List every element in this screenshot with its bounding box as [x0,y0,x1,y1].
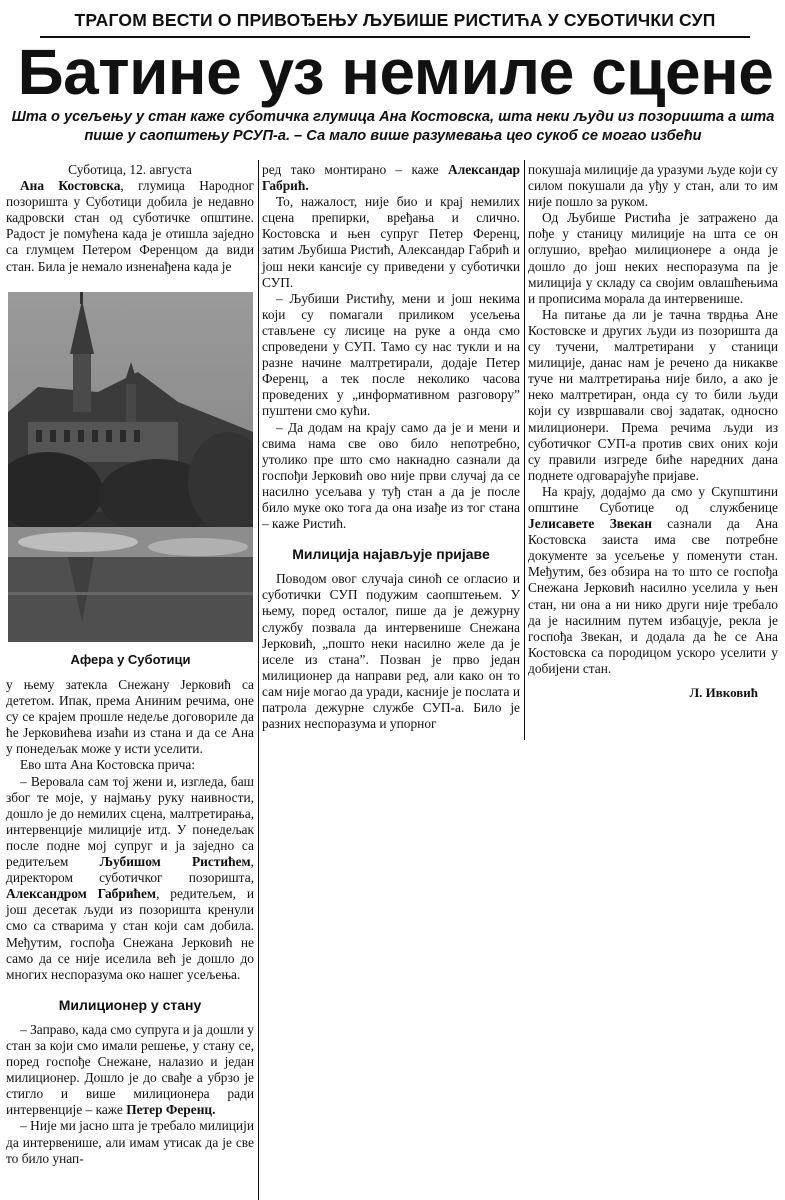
deck: Шта о усељењу у стан каже суботичка глумица Ана Костовска, шта неки људи из позоришта а шта пише у саопштењу РСУП-а. – Са мало више разумевања цео сукоб се могао избећи [11,109,775,144]
kicker: ТРАГОМ ВЕСТИ О ПРИВОЂЕЊУ ЉУБИШЕ РИСТИЋА У СУБОТИЧКИ СУП [40,6,750,38]
subheading-militioner: Милиционер у стану [58,996,202,1013]
column-3 [528,162,778,701]
dateline: Суботица, 12. августа [68,162,192,177]
paragraph: Поводом овог случаја синоћ се огласио и суботички СУП подужим саопштењем. У њему, поред осталог, пише да је дежурну службу позвала да интервенише Снежана Јерковић, „пошто неки насилно желе да је иселе из стана”. Позван је прво један милиционер да направи ред, али како он то сам није могао да уради, касније је послата и патрола дежурне службе СУП-а. Било је разних неспоразума и упорног [262,571,520,732]
paragraph: – Није ми јасно шта је требало милицији да интервенише, али имам утисак да је све то било унап- [6,1118,254,1166]
author-signature: Л. Ивковић [689,685,758,700]
paragraph: – Да додам на крају само да је и мени и свима нама све ово било непотребно, утолико пре што смо накнадно сазнали да госпођи Јерковић ово није први случај да се насилно усељава у туђ стан а да је после било муке око тога да она изађе из тог стана – каже Ристић. [262,419,520,532]
column-rule-2 [524,160,525,740]
paragraph: Од Љубише Ристића је затражено да пође у станицу милиције на шта се он оглушио, вређао милиционере а онда је дошло до још неких неспоразума па је милиција у складу са својим овлашћењима и прописима морала да интервенише. [528,210,778,306]
column-1-top [6,162,254,275]
paragraph: На питање да ли је тачна тврдња Ане Костовске и других људи из позоришта да су тучени, малтретирани у станици милиције, данас нам је речено да никакве туче ни малтретирања није било, а ако је неко малтретиран, онда су то били људи који су извршавали свој задатак, односно милиционери. Према речима људи из суботичког СУП-а против свих оних који су правили изгреде биће наредних дана поднете одговарајуће пријаве. [528,306,778,483]
paragraph: ред тако монтирано – каже Александар Габрић. [262,162,520,194]
column-rule-1 [258,160,259,1200]
paragraph: у њему затекла Снежану Јерковић са дететом. Ипак, према Аниним речима, оне су се крајем прошле недеље договориле да ће Јерковићева изаћи из стана и да се Ана у понедељак може у исти уселити. [6,677,254,757]
paragraph: Ана Костовска, глумица Народног позоришта у Суботици добила је недавно кадровски стан од суботичке општине. Радост је помућена када је отишла заједно са глумцем Петером Ференцом да види стан. Била је немало изненађена када је [6,178,255,274]
bold-name: Ана Костовска [20,178,121,194]
photo-caption: Афера у Суботици [70,652,191,667]
paragraph: – Заправо, када смо супруга и ја дошли у стан за који смо имали решење, у стану се, поред госпође Снежане, налазио и један милиционер. Дошло је до свађе а убрзо је стигло и више милиционера ради интервенције – каже Петер Ференц. [6,1021,254,1118]
photo-subotica-city-hall [8,292,253,642]
paragraph: – Љубиши Ристићу, мени и још некима који су помагали приликом усељења стављене су лисице на руке а онда смо спроведени у СУП. Тамо су нас тукли и на разне начине малтретирали, додаје Петер Ференц, а тек после неколико часова проведених у „информативном разговору” пуштени смо кући. [262,290,520,419]
column-2 [262,162,520,732]
paragraph: На крају, додајмо да смо у Скупштини општине Суботице од службенице Јелисавете Звекан сазнали да Ана Костовска заиста има све потребне документе за усељење у поменути стан. Међутим, без обзира на то што се госпођа Снежана Јерковић насилно уселила у њен стан, ни она а ни нико други није требало да је насилним путем избацује, рекла је госпођа Звекан, и додала да ће се Ана Костовска са породицом ускоро уселити у добијени стан. [528,483,778,676]
headline: Батине уз немиле сцене [17,36,774,108]
column-1-bottom [6,677,254,1167]
paragraph: покушаја милиције да уразуми људе који су силом покушали да уђу у стан, али то им није пошло за руком. [528,162,778,210]
paragraph: Ево шта Ана Костовска прича: [20,757,196,773]
subheading-militia: Милиција најављује пријаве [292,546,490,563]
paragraph: То, нажалост, није био и крај немилих сцена препирки, вређања и слично. Костовска и њен супруг Петер Ференц, затим Љубиша Ристић, Александар Габрић и још неки кансије су приведени у суботички СУП. [262,194,520,290]
paragraph: – Веровала сам тој жени и, изгледа, баш због те моје, у најмању руку наивности, дошло је до немилих сцена, малтретирања, интервенције милиције итд. У понедељак после подне мој супруг и ја заједно са редитељем Љубишом Ристићем, директором суботичког позоришта, Александром Габрићем, редитељем, и још десетак људи из позоришта кренули смо са стварима у стан који сам добила. Међутим, госпођа Снежана Јерковић не само да се није иселила већ је дошло до многих неспоразума око нашег усељења. [6,773,254,982]
